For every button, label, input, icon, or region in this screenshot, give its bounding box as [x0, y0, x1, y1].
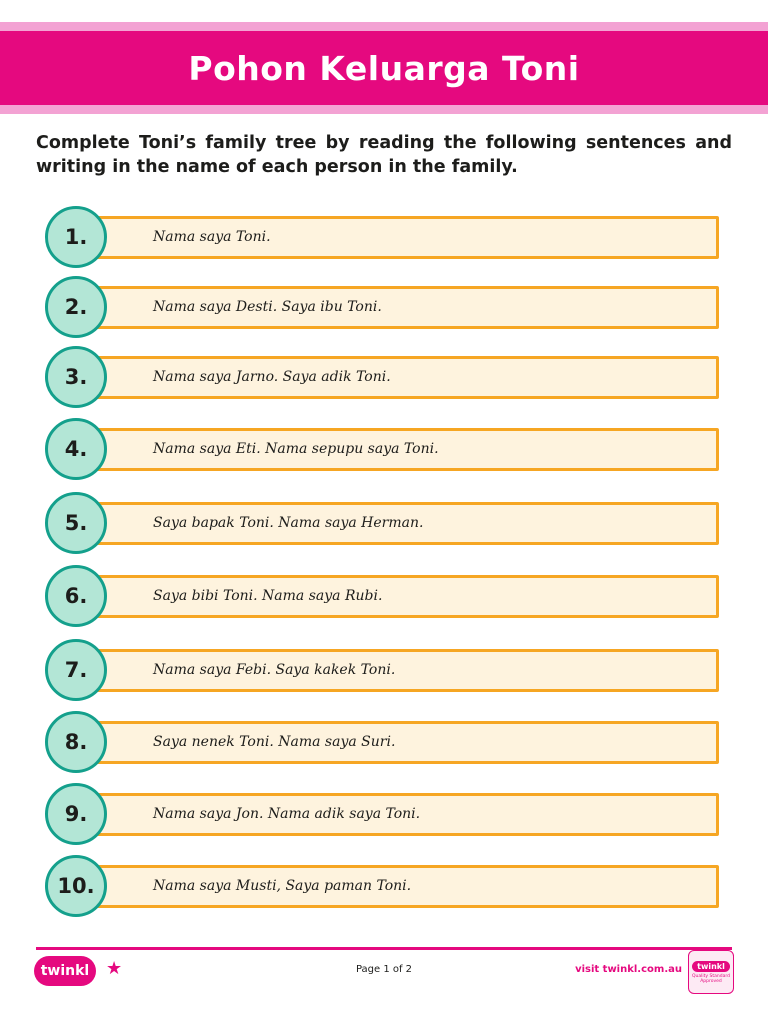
sentence-text: Nama saya Eti. Nama sepupu saya Toni.	[153, 441, 439, 457]
number-circle: 10.	[45, 855, 107, 917]
number-circle: 4.	[45, 418, 107, 480]
sentence-text: Nama saya Febi. Saya kakek Toni.	[153, 662, 396, 678]
sentence-text: Saya bibi Toni. Nama saya Rubi.	[153, 588, 383, 604]
list-item	[45, 418, 725, 480]
number-circle: 6.	[45, 565, 107, 627]
badge-text: Quality Standard Approved	[692, 973, 730, 984]
visit-link[interactable]: visit twinkl.com.au	[575, 964, 682, 975]
page-title: Pohon Keluarga Toni	[188, 48, 580, 88]
list-item	[45, 855, 725, 917]
quality-badge	[688, 950, 734, 994]
answer-bar[interactable]	[95, 865, 719, 908]
answer-bar[interactable]	[95, 286, 719, 329]
number-circle: 7.	[45, 639, 107, 701]
number-circle: 2.	[45, 276, 107, 338]
sentence-text: Nama saya Jon. Nama adik saya Toni.	[153, 806, 421, 822]
number-circle: 8.	[45, 711, 107, 773]
list-item	[45, 711, 725, 773]
answer-bar[interactable]	[95, 649, 719, 692]
sentence-text: Nama saya Musti, Saya paman Toni.	[153, 878, 412, 894]
list-item	[45, 206, 725, 268]
footer-divider	[36, 947, 732, 950]
instructions-text: Complete Toni’s family tree by reading the following sentences and writing in the name of each person in the family.	[36, 133, 732, 177]
sentence-text: Saya bapak Toni. Nama saya Herman.	[153, 515, 424, 531]
list-item	[45, 346, 725, 408]
answer-bar[interactable]	[95, 216, 719, 259]
number-circle: 9.	[45, 783, 107, 845]
answer-bar[interactable]	[95, 428, 719, 471]
answer-bar[interactable]	[95, 793, 719, 836]
number-circle: 5.	[45, 492, 107, 554]
header-band	[0, 31, 768, 105]
answer-bar[interactable]	[95, 502, 719, 545]
badge-logo: twinkl	[692, 961, 730, 972]
answer-bar[interactable]	[95, 575, 719, 618]
list-item	[45, 276, 725, 338]
number-circle: 3.	[45, 346, 107, 408]
twinkl-logo[interactable]: twinkl	[34, 956, 96, 986]
list-item	[45, 639, 725, 701]
number-circle: 1.	[45, 206, 107, 268]
answer-bar[interactable]	[95, 356, 719, 399]
sentence-text: Nama saya Desti. Saya ibu Toni.	[153, 299, 382, 315]
sentence-text: Nama saya Jarno. Saya adik Toni.	[153, 369, 391, 385]
answer-bar[interactable]	[95, 721, 719, 764]
sentence-text: Saya nenek Toni. Nama saya Suri.	[153, 734, 396, 750]
list-item	[45, 565, 725, 627]
list-item	[45, 492, 725, 554]
star-icon: ★	[106, 958, 123, 979]
page-number: Page 1 of 2	[355, 964, 413, 975]
list-item	[45, 783, 725, 845]
sentence-text: Nama saya Toni.	[153, 229, 271, 245]
